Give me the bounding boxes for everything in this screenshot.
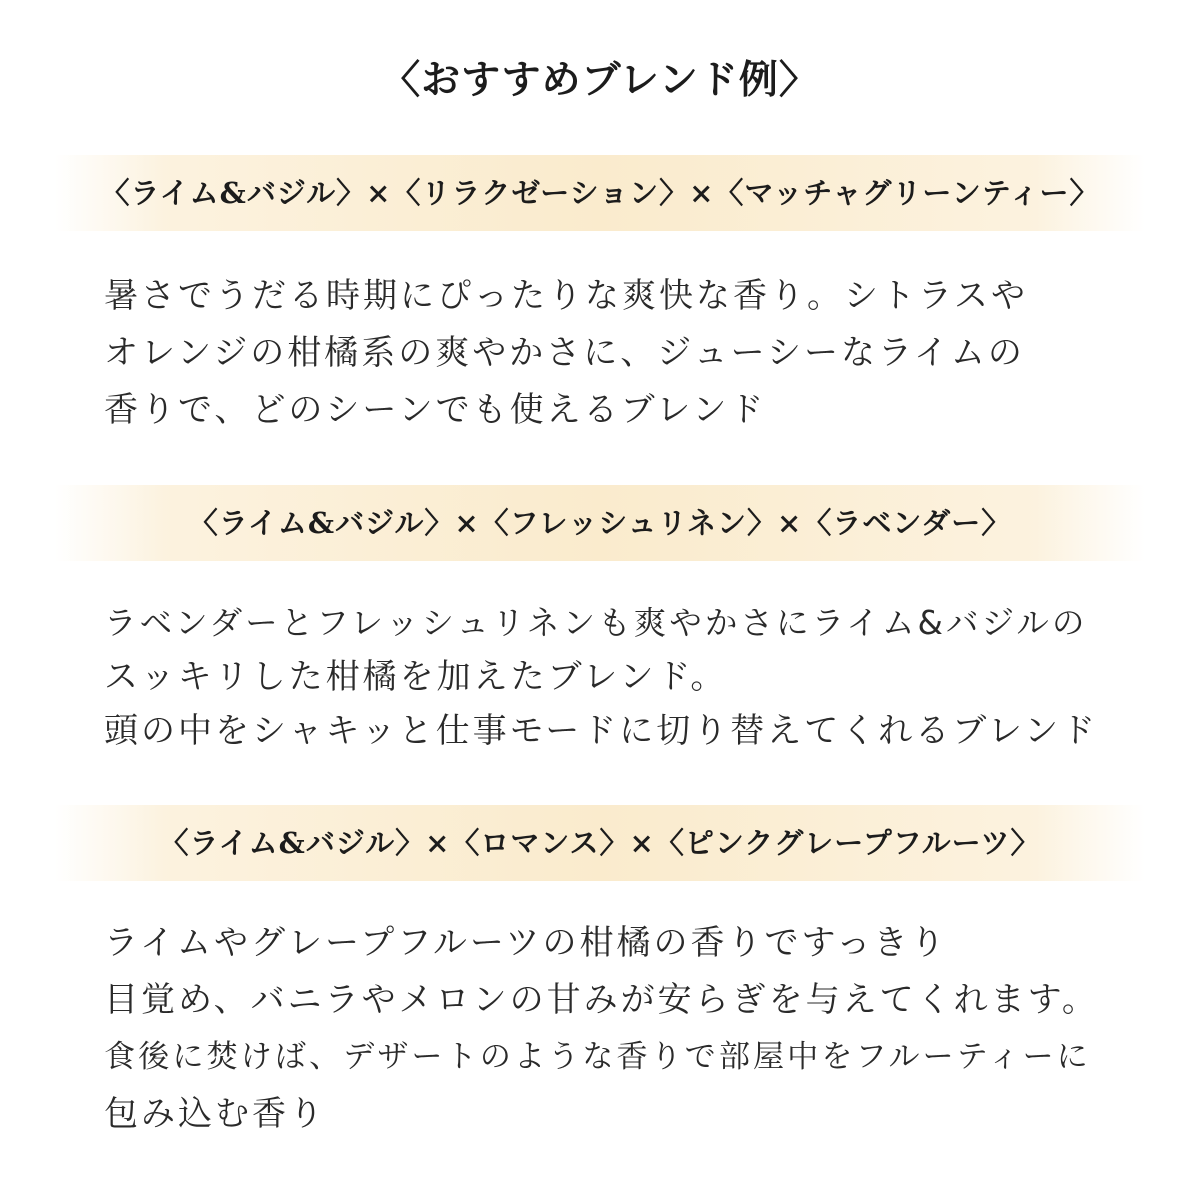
blend-description bbox=[104, 268, 1104, 439]
blend-heading-band bbox=[55, 485, 1145, 561]
description-line: 頭の中をシャキッと仕事モードに切り替えてくれるブレンド bbox=[104, 711, 1099, 751]
blend-heading-band bbox=[55, 805, 1145, 881]
blend-heading: 〈ライム&バジル〉×〈ロマンス〉×〈ピンクグレープフルーツ〉 bbox=[159, 826, 1041, 860]
description-line: スッキリした柑橘を加えたブレンド。 bbox=[104, 657, 728, 697]
description-line: 暑さでうだる時期にぴったりな爽快な香り。シトラスや bbox=[104, 276, 1028, 316]
blend-description bbox=[104, 915, 1104, 1143]
description-line: 目覚め、バニラやメロンの甘みが安らぎを与えてくれます。 bbox=[104, 980, 1099, 1020]
blend-heading: 〈ライム&バジル〉×〈フレッシュリネン〉×〈ラベンダー〉 bbox=[188, 506, 1012, 540]
description-line: オレンジの柑橘系の爽やかさに、ジューシーなライムの bbox=[104, 333, 1025, 373]
blend-description bbox=[104, 596, 1104, 758]
page-title: 〈おすすめブレンド例〉 bbox=[381, 57, 819, 103]
description-line: ラベンダーとフレッシュリネンも爽やかさにライム&バジルの bbox=[104, 604, 1088, 642]
description-line: 食後に焚けば、デザートのような香りで部屋中をフルーティーに bbox=[104, 1039, 1091, 1075]
description-line: ライムやグレープフルーツの柑橘の香りですっきり bbox=[104, 923, 948, 963]
blend-heading: 〈ライム&バジル〉×〈リラクゼーション〉×〈マッチャグリーンティー〉 bbox=[100, 176, 1100, 210]
description-line: 香りで、どのシーンでも使えるブレンド bbox=[104, 390, 767, 430]
description-line: 包み込む香り bbox=[104, 1094, 326, 1134]
blend-heading-band bbox=[55, 155, 1145, 231]
